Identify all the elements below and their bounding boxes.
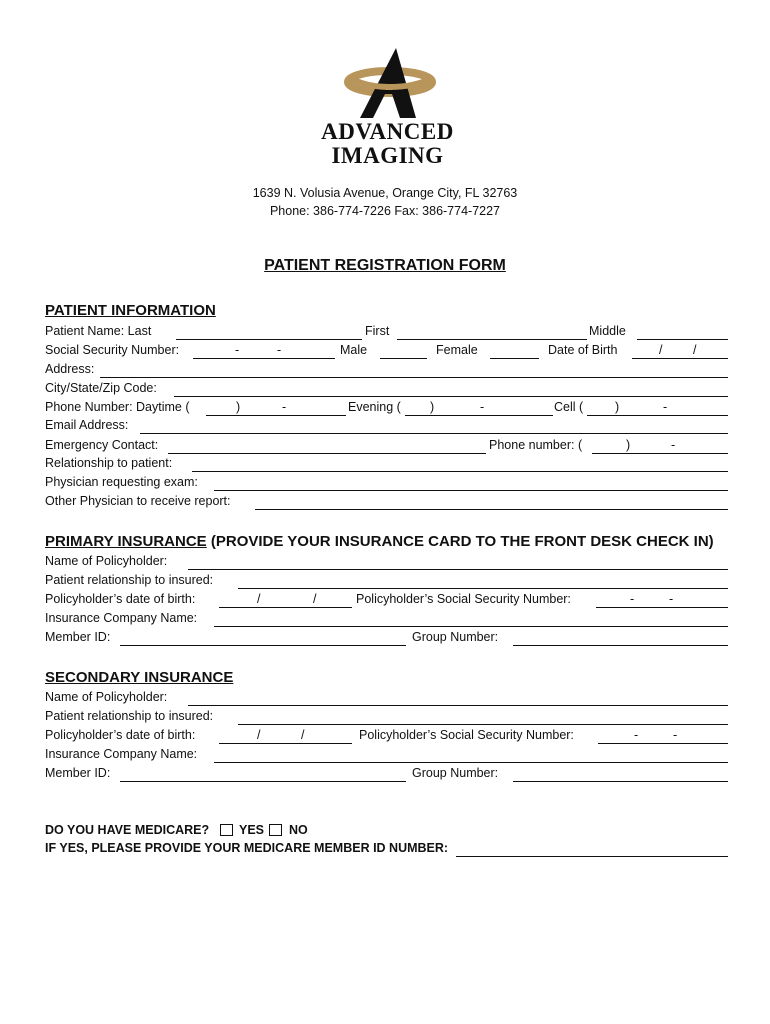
primary-dob-field[interactable] (219, 607, 352, 608)
phone-cell-field[interactable] (587, 415, 728, 416)
emergency-phone-field[interactable] (592, 453, 728, 454)
medicare-id-field[interactable] (456, 856, 728, 857)
address-label: Address: (45, 362, 95, 376)
medicare-yes-label: YES (239, 823, 265, 837)
primary-dob-label: Policyholder’s date of birth: (45, 592, 196, 606)
address-field[interactable] (100, 377, 728, 378)
secondary-member-field[interactable] (120, 781, 406, 782)
primary-ssn-label: Policyholder’s Social Security Number: (356, 592, 571, 606)
primary-policyholder-label: Name of Policyholder: (45, 554, 168, 568)
primary-ssn-dash-2: - (669, 592, 674, 606)
primary-group-label: Group Number: (412, 630, 499, 644)
secondary-member-label: Member ID: (45, 766, 111, 780)
phone-evening-paren: ) (430, 400, 435, 414)
patient-first-name-label: First (365, 324, 390, 338)
secondary-ssn-label: Policyholder’s Social Security Number: (359, 728, 574, 742)
secondary-group-field[interactable] (513, 781, 728, 782)
male-label: Male (340, 343, 368, 357)
secondary-dob-field[interactable] (219, 743, 352, 744)
phone-daytime-field[interactable] (206, 415, 346, 416)
phone-cell-dash: - (663, 400, 668, 414)
secondary-dob-label: Policyholder’s date of birth: (45, 728, 196, 742)
primary-company-label: Insurance Company Name: (45, 611, 198, 625)
ssn-dash-2: - (277, 343, 282, 357)
phone-cell-label: Cell ( (554, 400, 584, 414)
patient-first-name-field[interactable] (397, 339, 587, 340)
secondary-company-label: Insurance Company Name: (45, 747, 198, 761)
secondary-relationship-label: Patient relationship to insured: (45, 709, 214, 723)
primary-ssn-field[interactable] (596, 607, 728, 608)
primary-insurance-heading: PRIMARY INSURANCE (45, 533, 207, 550)
emergency-contact-field[interactable] (168, 453, 486, 454)
dob-label: Date of Birth (548, 343, 618, 357)
secondary-group-label: Group Number: (412, 766, 499, 780)
medicare-yes-checkbox[interactable] (220, 824, 233, 836)
emergency-phone-paren: ) (626, 438, 631, 452)
dob-field[interactable] (632, 358, 728, 359)
medicare-id-label: IF YES, PLEASE PROVIDE YOUR MEDICARE MEMBER ID NUMBER: (45, 841, 449, 855)
phone-evening-label: Evening ( (348, 400, 401, 414)
physician-field[interactable] (214, 490, 728, 491)
dob-slash-1: / (659, 343, 663, 357)
primary-dob-slash-2: / (313, 592, 317, 606)
dob-slash-2: / (693, 343, 697, 357)
logo-line1: ADVANCED (321, 119, 454, 144)
patient-last-name-label: Patient Name: Last (45, 324, 152, 338)
emergency-phone-dash: - (671, 438, 676, 452)
male-field[interactable] (380, 358, 427, 359)
secondary-ssn-field[interactable] (598, 743, 728, 744)
primary-dob-slash-1: / (257, 592, 261, 606)
medicare-question: DO YOU HAVE MEDICARE? (45, 823, 210, 837)
secondary-ssn-dash-2: - (673, 728, 678, 742)
female-label: Female (436, 343, 478, 357)
secondary-dob-slash-1: / (257, 728, 261, 742)
patient-middle-name-field[interactable] (637, 339, 728, 340)
form-title: PATIENT REGISTRATION FORM (264, 257, 506, 274)
phone-evening-field[interactable] (405, 415, 553, 416)
primary-insurance-heading-row (45, 533, 714, 550)
female-field[interactable] (490, 358, 539, 359)
logo-line2: IMAGING (331, 143, 444, 168)
secondary-policyholder-label: Name of Policyholder: (45, 690, 168, 704)
secondary-policyholder-field[interactable] (188, 705, 728, 706)
ssn-label: Social Security Number: (45, 343, 180, 357)
primary-member-label: Member ID: (45, 630, 111, 644)
primary-relationship-label: Patient relationship to insured: (45, 573, 214, 587)
phone-evening-dash: - (480, 400, 485, 414)
patient-last-name-field[interactable] (176, 339, 362, 340)
phone-daytime-label: Phone Number: Daytime ( (45, 400, 190, 414)
emergency-phone-label: Phone number: ( (489, 438, 583, 452)
primary-group-field[interactable] (513, 645, 728, 646)
other-physician-field[interactable] (255, 509, 728, 510)
other-physician-label: Other Physician to receive report: (45, 494, 231, 508)
medicare-no-label: NO (289, 823, 308, 837)
emergency-contact-label: Emergency Contact: (45, 438, 159, 452)
primary-policyholder-field[interactable] (188, 569, 728, 570)
secondary-insurance-heading: SECONDARY INSURANCE (45, 669, 234, 686)
email-field[interactable] (140, 433, 728, 434)
primary-relationship-field[interactable] (238, 588, 728, 589)
primary-ssn-dash-1: - (630, 592, 635, 606)
city-label: City/State/Zip Code: (45, 381, 157, 395)
physician-label: Physician requesting exam: (45, 475, 198, 489)
primary-insurance-note: (PROVIDE YOUR INSURANCE CARD TO THE FRONT DESK CHECK IN) (210, 533, 714, 550)
primary-company-field[interactable] (214, 626, 728, 627)
patient-middle-name-label: Middle (589, 324, 626, 338)
address-line: 1639 N. Volusia Avenue, Orange City, FL 32763 (252, 186, 518, 200)
relationship-field[interactable] (192, 471, 728, 472)
secondary-dob-slash-2: / (301, 728, 305, 742)
primary-member-field[interactable] (120, 645, 406, 646)
contact-line: Phone: 386-774-7226 Fax: 386-774-7227 (269, 204, 501, 218)
email-label: Email Address: (45, 418, 129, 432)
patient-info-heading: PATIENT INFORMATION (45, 302, 216, 319)
logo-a-icon (340, 44, 440, 124)
secondary-relationship-field[interactable] (238, 724, 728, 725)
city-field[interactable] (174, 396, 728, 397)
ssn-field[interactable] (193, 358, 335, 359)
relationship-label: Relationship to patient: (45, 456, 173, 470)
secondary-company-field[interactable] (214, 762, 728, 763)
secondary-ssn-dash-1: - (634, 728, 639, 742)
medicare-no-checkbox[interactable] (269, 824, 282, 836)
phone-cell-paren: ) (615, 400, 620, 414)
phone-daytime-dash: - (282, 400, 287, 414)
phone-daytime-paren: ) (236, 400, 241, 414)
ssn-dash-1: - (235, 343, 240, 357)
